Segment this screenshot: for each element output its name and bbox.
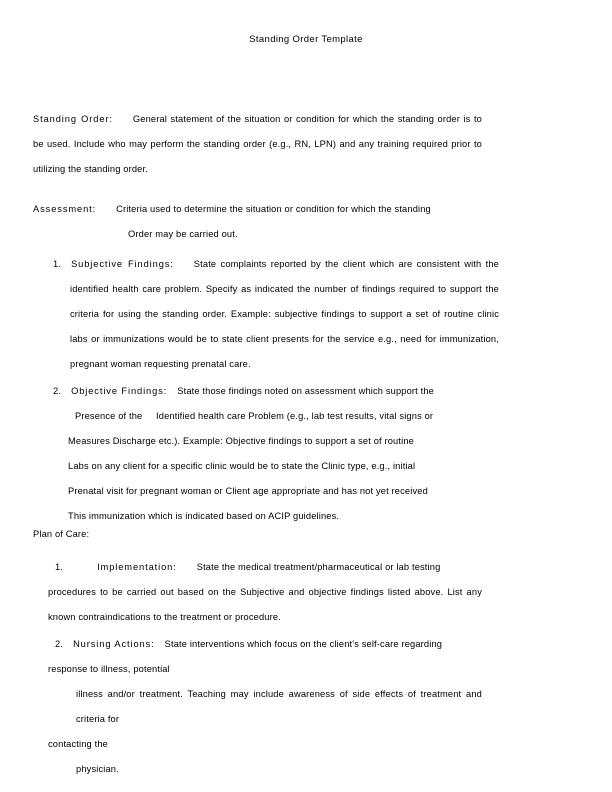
list-item-label: Objective Findings: [71, 386, 168, 396]
objective-line-1: State those findings noted on assessment which support the [177, 386, 435, 396]
nursing-line-3: illness and/or treatment. Teaching may include awareness of side effects of treatment and criteria for [76, 689, 482, 724]
plan-of-care-heading: Plan of Care: [33, 529, 90, 539]
page-title: Standing Order Template [249, 34, 363, 45]
list-item-nursing-actions [48, 632, 482, 782]
objective-line-6: This immunization which is indicated based on ACIP guidelines. [68, 511, 340, 521]
list-item-label: Nursing Actions: [73, 639, 155, 649]
list-item-number: 1. [55, 562, 64, 572]
assessment-section [33, 197, 482, 247]
objective-line-2: Presence of the Identified health care Problem (e.g., lab test results, vital signs or [75, 411, 434, 421]
objective-line-3: Measures Discharge etc.). Example: Objective findings to support a set of routine [68, 436, 414, 446]
list-item-number: 2. [55, 639, 64, 649]
list-item-objective-findings [53, 379, 482, 529]
assessment-body-line-1: Criteria used to determine the situation or condition for which the standing [116, 204, 431, 214]
list-item-subjective-findings [53, 252, 499, 377]
assessment-label: Assessment: [33, 204, 97, 214]
nursing-line-4: contacting the [48, 739, 108, 749]
list-item-implementation [48, 555, 482, 630]
list-item-label: Subjective Findings: [71, 259, 174, 269]
implementation-intro: State the medical treatment/pharmaceutical or lab testing [196, 562, 441, 572]
objective-line-1-wrapper [53, 379, 482, 404]
list-item-body: State complaints reported by the client which are consistent with the identified health care problem. Specify as indicated the number of findings required to support the criteria for using the standing order. Example: subjective findings to support a set of routine clinic labs or immunizations would be to state client presents for the service e.g., need for immunization, pregnant woman requesting prenatal care. [70, 259, 499, 369]
nursing-line-1: State interventions which focus on the client's self-care regarding [164, 639, 443, 649]
objective-line-4: Labs on any client for a specific clinic would be to state the Clinic type, e.g., initial [68, 461, 416, 471]
nursing-line-2: response to illness, potential [48, 664, 170, 674]
standing-order-label: Standing Order: [33, 114, 113, 124]
list-item-number: 2. [53, 386, 62, 396]
standing-order-body: General statement of the situation or condition for which the standing order is to be used. Include who may perform the standing order (e.g., RN, LPN) and any training required prior to utilizing the standing order. [33, 114, 482, 174]
assessment-body-line-2: Order may be carried out. [128, 229, 238, 239]
list-item-label: Implementation: [97, 562, 177, 572]
implementation-first-line [48, 555, 482, 580]
nursing-line-1-wrapper [48, 632, 482, 657]
objective-line-5: Prenatal visit for pregnant woman or Client age appropriate and has not yet received [68, 486, 428, 496]
list-item-number: 1. [53, 259, 62, 269]
nursing-line-5: physician. [76, 764, 119, 774]
implementation-body: procedures to be carried out based on the Subjective and objective findings listed above. List any known contraindications to the treatment or procedure. [48, 587, 482, 622]
standing-order-section [33, 107, 482, 182]
